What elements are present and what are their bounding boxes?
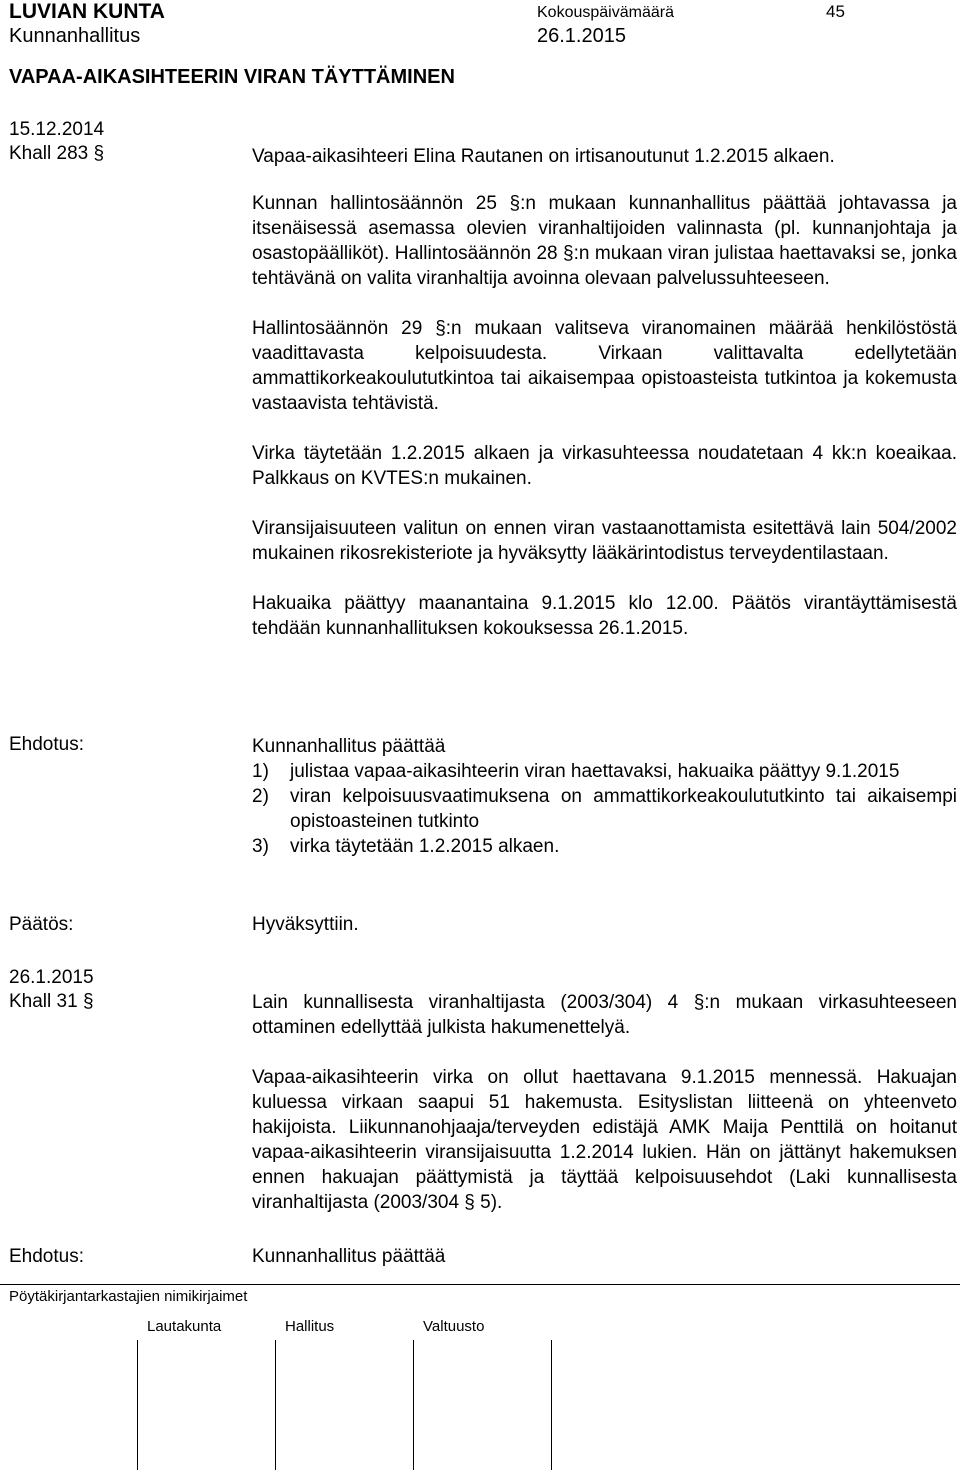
proposal-item bbox=[252, 784, 957, 834]
entry2-ref: Khall 31 § bbox=[9, 991, 94, 1012]
entry1-margin bbox=[9, 118, 104, 166]
entry2-proposal-intro: Kunnanhallitus päättää bbox=[252, 1246, 446, 1267]
entry2-paragraph-1: Lain kunnallisesta viranhaltijasta (2003/304) 4 §:n mukaan virkasuhteeseen ottaminen edellyttää julkista hakumenettelyä. bbox=[252, 992, 957, 1038]
signature-column-council: Valtuusto bbox=[423, 1318, 485, 1335]
signature-box-divider bbox=[413, 1340, 414, 1470]
entry2-paragraph-2: Vapaa-aikasihteerin virka on ollut haettavana 9.1.2015 mennessä. Hakuajan kuluessa virkaan saapui 51 hakemusta. Esityslistan liitteenä on yhteenveto hakijoista. Liikunnanohjaaja/terveyden edistäjä AMK Maija Penttilä on hoitanut vapaa-aikasihteerin viransijaisuutta 1.2.2014 lukien. Hän on jättänyt hakemuksen ennen hakuajan päättymistä ja täyttää kelpoisuusehdot (Laki kunnallisesta viranhaltijasta (2003/304 § 5). bbox=[252, 1067, 957, 1213]
signature-column-government: Hallitus bbox=[285, 1318, 335, 1335]
proposal-item-text: viran kelpoisuusvaatimuksena on ammattikorkeakoulututkinto tai aikaisempi opistoasteinen tutkinto bbox=[290, 786, 957, 832]
entry1-paragraph-3: Hallintosäännön 29 §:n mukaan valitseva viranomainen määrää henkilöstöstä vaadittavasta kelpoisuudesta. Virkaan valittavalta edellytetään ammattikorkeakoulututkintoa tai aikaisempaa opistoasteista tutkintoa ja kokemusta vastaavista tehtävistä. bbox=[252, 318, 957, 414]
proposal-item-number: 2) bbox=[252, 786, 269, 807]
entry1-decision-label: Päätös: bbox=[9, 914, 74, 935]
proposal-item-number: 1) bbox=[252, 761, 269, 782]
entry1-decision: Hyväksyttiin. bbox=[252, 914, 359, 935]
signatures-label: Pöytäkirjantarkastajien nimikirjaimet bbox=[9, 1288, 248, 1305]
meeting-date: 26.1.2015 bbox=[537, 25, 626, 47]
proposal-item-number: 3) bbox=[252, 836, 269, 857]
signature-box-divider bbox=[137, 1340, 138, 1470]
entry1-proposal-label: Ehdotus: bbox=[9, 734, 84, 755]
entry1-body bbox=[252, 144, 957, 641]
entry2-body bbox=[252, 990, 957, 1215]
board-name: Kunnanhallitus bbox=[9, 25, 141, 47]
entry1-paragraph-6: Hakuaika päättyy maanantaina 9.1.2015 klo 12.00. Päätös virantäyttämisestä tehdään kunnanhallituksen kokouksessa 26.1.2015. bbox=[252, 593, 957, 639]
entry2-proposal-label: Ehdotus: bbox=[9, 1246, 84, 1267]
entry1-proposal-intro: Kunnanhallitus päättää bbox=[252, 736, 446, 757]
entry1-paragraph-4: Virka täytetään 1.2.2015 alkaen ja virkasuhteessa noudatetaan 4 kk:n koeaikaa. Palkkaus on KVTES:n mukainen. bbox=[252, 443, 957, 489]
organization-name: LUVIAN KUNTA bbox=[9, 0, 165, 23]
entry2-date: 26.1.2015 bbox=[9, 967, 94, 988]
proposal-item-text: virka täytetään 1.2.2015 alkaen. bbox=[290, 836, 560, 857]
proposal-item-text: julistaa vapaa-aikasihteerin viran haettavaksi, hakuaika päättyy 9.1.2015 bbox=[290, 761, 900, 782]
entry1-date: 15.12.2014 bbox=[9, 119, 105, 140]
proposal-item bbox=[252, 834, 957, 859]
item-title: VAPAA-AIKASIHTEERIN VIRAN TÄYTTÄMINEN bbox=[9, 66, 455, 88]
footer-divider bbox=[0, 1284, 960, 1285]
signature-column-board: Lautakunta bbox=[147, 1318, 222, 1335]
signature-box-divider bbox=[275, 1340, 276, 1470]
entry1-paragraph-1: Vapaa-aikasihteeri Elina Rautanen on irtisanoutunut 1.2.2015 alkaen. bbox=[252, 146, 835, 167]
page-number: 45 bbox=[826, 2, 845, 21]
entry2-margin bbox=[9, 966, 94, 1014]
proposal-item bbox=[252, 759, 957, 784]
meeting-date-label: Kokouspäivämäärä bbox=[537, 4, 674, 21]
signature-box-divider bbox=[551, 1340, 552, 1470]
entry1-proposal bbox=[252, 734, 957, 859]
entry1-paragraph-5: Viransijaisuuteen valitun on ennen viran vastaanottamista esitettävä lain 504/2002 mukainen rikosrekisteriote ja hyväksytty lääkärintodistus terveydentilastaan. bbox=[252, 518, 957, 564]
entry1-ref: Khall 283 § bbox=[9, 143, 105, 164]
entry1-paragraph-2: Kunnan hallintosäännön 25 §:n mukaan kunnanhallitus päättää johtavassa ja itsenäisessä asemassa olevien viranhaltijoiden valinnasta (pl. kunnanjohtaja ja osastopäälliköt). Hallintosäännön 28 §:n mukaan viran julistaa haettavaksi se, jonka tehtävänä on valita viranhaltija avoinna olevaan palvelussuhteeseen. bbox=[252, 193, 957, 289]
